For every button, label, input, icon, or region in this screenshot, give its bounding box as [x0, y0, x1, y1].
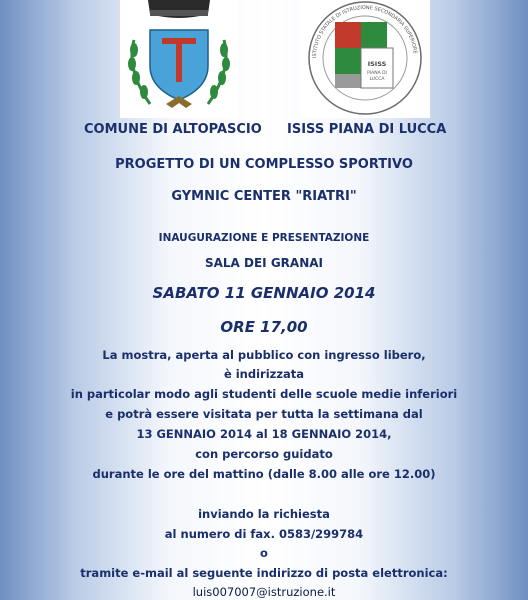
description-line: è indirizzata: [223, 367, 305, 381]
description-dates: 13 GENNAIO 2014 al 18 GENNAIO 2014,: [136, 427, 392, 441]
description-line: con percorso guidato: [195, 447, 333, 461]
isiss-logo: [300, 0, 430, 118]
contact-or: o: [260, 546, 268, 560]
org-isiss: ISISS PIANA DI LUCCA: [287, 122, 447, 137]
event-venue: SALA DEI GRANAI: [204, 256, 323, 270]
description-hours: durante le ore del mattino (dalle 8.00 alle ore 12.00): [92, 467, 436, 481]
svg-text:ISISS: ISISS: [367, 60, 387, 68]
project-title: PROGETTO DI UN COMPLESSO SPORTIVO: [115, 157, 413, 172]
altopascio-coat-of-arms: [120, 0, 238, 118]
project-name: GYMNIC CENTER "RIATRI": [171, 189, 357, 204]
event-date: SABATO 11 GENNAIO 2014: [152, 284, 376, 302]
logo-ring-text: ISTITUTO STATALE DI ISTRUZIONE SECONDARIA SUPERIORE: [311, 4, 418, 59]
contact-email-intro: tramite e-mail al seguente indirizzo di posta elettronica:: [80, 566, 448, 580]
svg-text:PIANA DI: PIANA DI: [367, 71, 387, 76]
org-comune: COMUNE DI ALTOPASCIO: [84, 122, 262, 137]
contact-fax: al numero di fax. 0583/299784: [164, 527, 364, 541]
svg-text:LUCCA: LUCCA: [369, 77, 385, 82]
event-type: INAUGURAZIONE E PRESENTAZIONE: [158, 232, 370, 244]
contact-request: inviando la richiesta: [198, 507, 330, 521]
isiss-logo-icon: [300, 0, 430, 118]
description-line: La mostra, aperta al pubblico con ingresso libero,: [102, 348, 426, 362]
contact-email: luis007007@istruzione.it: [192, 585, 336, 599]
description-line: e potrà essere visitata per tutta la settimana dal: [105, 407, 423, 421]
event-time: ORE 17,00: [220, 318, 308, 336]
description-line: in particolar modo agli studenti delle scuole medie inferiori: [70, 387, 458, 401]
coat-of-arms-icon: [120, 0, 238, 118]
